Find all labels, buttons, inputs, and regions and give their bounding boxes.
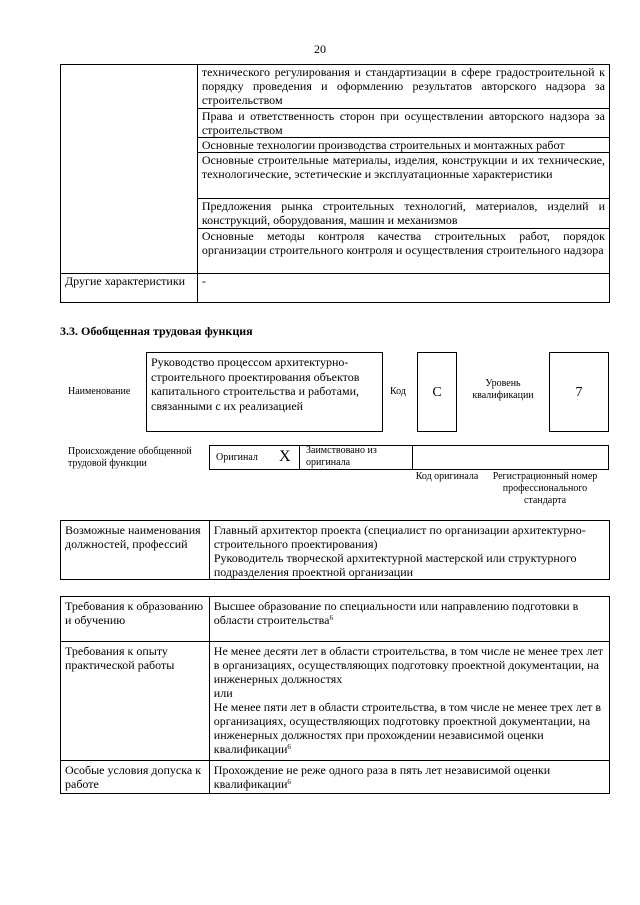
positions-label: Возможные наименования должностей, профессий [61, 521, 210, 580]
footnote-ref: 6 [287, 743, 291, 751]
table-cell-empty [61, 65, 198, 274]
table-cell: технического регулирования и стандартизации в сфере градостроительной к порядку проведения и оформлению результатов авторского надзора за строительством [197, 65, 609, 109]
table-row [61, 521, 610, 580]
table-row [61, 65, 610, 109]
table-cell: Основные методы контроля качества строительных работ, порядок организации строительного контроля и осуществления строительного надзора [197, 229, 609, 274]
name-label: Наименование [68, 386, 131, 397]
footnote-ref: 6 [287, 778, 291, 786]
code-original-caption: Код оригинала [415, 471, 479, 482]
education-label: Требования к образованию и обучению [61, 597, 210, 642]
experience-option: Не менее десяти лет в области строительства, в том числе не менее трех лет в организациях, осуществляющих подготовку проектной документации, на инженерных должностях [213, 644, 604, 686]
requirements-table [60, 596, 610, 794]
special-conditions-value: Прохождение не реже одного раза в пять лет независимой оценки квалификации$^6$ [209, 761, 609, 794]
table-row [61, 274, 610, 303]
section-heading: 3.3. Обобщенная трудовая функция [60, 324, 253, 338]
table-row [61, 642, 610, 761]
or-separator: или [213, 686, 233, 700]
positions-value [209, 521, 609, 580]
position-item: Главный архитектор проекта (специалист по организации архитектурно-строительного проектирования) [213, 523, 586, 551]
experience-value [209, 642, 609, 761]
education-value: Высшее образование по специальности или направлению подготовки в области строительства$^6$ [209, 597, 609, 642]
borrowed-label: Заимствовано из оригинала [306, 445, 377, 468]
function-name-box: Руководство процессом архитектурно-строительного проектирования объектов капитального строительства и работами, связанными с их реализацией [146, 352, 383, 432]
experience-option: Не менее пяти лет в области строительства, в том числе не менее трех лет в организациях, осуществляющих подготовку проектной документации, на инженерных должностях при прохождении независимой оценки квалификации$^6$ [213, 700, 602, 756]
reg-number-caption: Регистрационный номер профессионального стандарта [492, 471, 598, 506]
origin-divider [412, 445, 413, 470]
table-cell: Предложения рынка строительных технологий, материалов, изделий и конструкций, оборудования, машин и механизмов [197, 199, 609, 229]
other-characteristics-label: Другие характеристики [61, 274, 198, 303]
level-label: Уровень квалификации [472, 378, 534, 401]
page-number: 20 [314, 42, 326, 56]
origin-label: Происхождение обобщенной трудовой функции [68, 446, 192, 469]
code-value-box: C [417, 352, 457, 432]
table-row [61, 761, 610, 794]
special-conditions-label: Особые условия допуска к работе [61, 761, 210, 794]
positions-table [60, 520, 610, 580]
code-label: Код [390, 386, 406, 397]
table-row [61, 597, 610, 642]
table-cell: Основные строительные материалы, изделия, конструкции и их технические, технологические, эстетические и эксплуатационные характеристики [197, 153, 609, 199]
level-value-box: 7 [549, 352, 609, 432]
table-cell: - [197, 274, 609, 303]
original-mark: X [279, 448, 291, 465]
original-label: Оригинал [216, 452, 258, 463]
knowledge-table [60, 64, 610, 303]
origin-divider [299, 445, 300, 470]
footnote-ref: 6 [329, 614, 333, 622]
table-cell: Основные технологии производства строительных и монтажных работ [197, 138, 609, 153]
experience-label: Требования к опыту практической работы [61, 642, 210, 761]
position-item: Руководитель творческой архитектурной мастерской или структурного подразделения проектной организации [213, 551, 577, 579]
table-cell: Права и ответственность сторон при осуществлении авторского надзора за строительством [197, 109, 609, 138]
